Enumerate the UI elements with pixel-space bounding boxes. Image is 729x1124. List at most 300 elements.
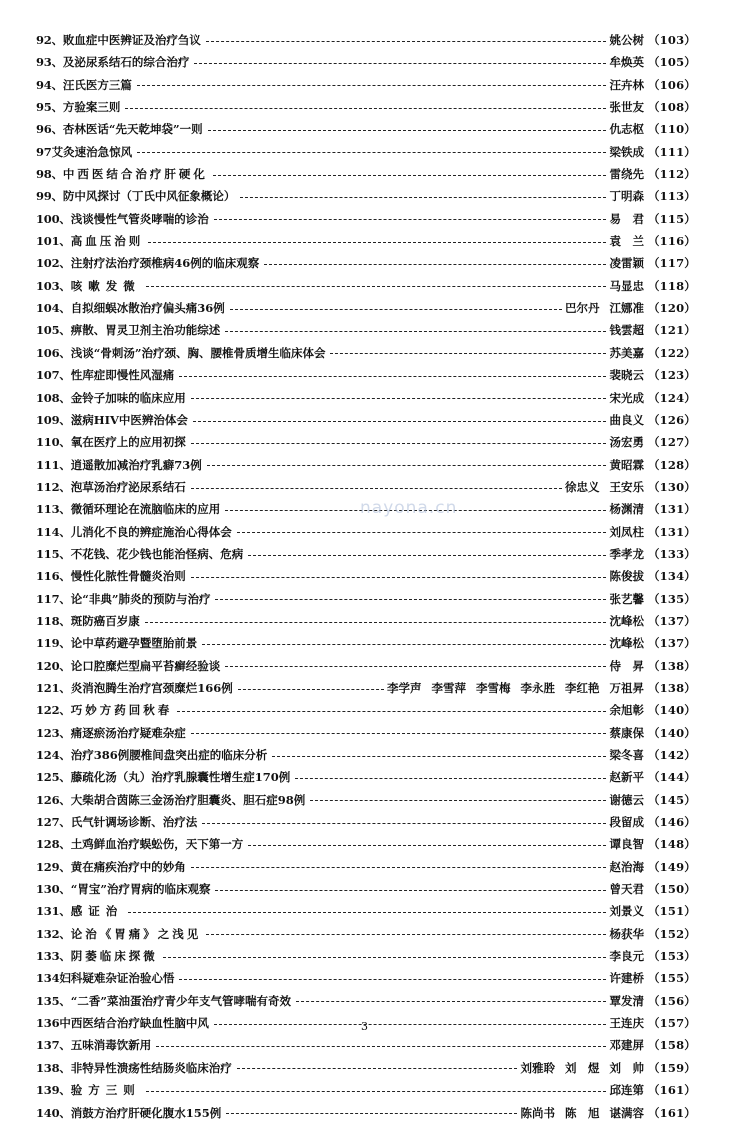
toc-entry <box>36 543 696 565</box>
entry-page-ref: （131） <box>647 524 696 539</box>
entry-page-ref: （111） <box>647 144 696 159</box>
entry-page-ref: （105） <box>647 55 696 70</box>
entry-title: 浅谈慢性气管炎哮喘的诊治 <box>70 211 209 226</box>
entry-authors <box>609 51 644 73</box>
entry-number: 112、 <box>36 479 71 494</box>
entry-page-ref: （149） <box>647 859 696 874</box>
entry-number: 101、 <box>36 234 71 249</box>
toc-entry <box>36 29 696 51</box>
dot-leader <box>248 555 606 556</box>
dot-leader <box>237 1068 518 1069</box>
dot-leader <box>330 353 606 354</box>
entry-authors <box>520 1102 644 1124</box>
toc-entry <box>36 945 696 967</box>
toc-entry <box>36 1057 696 1079</box>
entry-number: 108、 <box>36 390 71 405</box>
entry-number: 98、 <box>36 167 63 182</box>
toc-entry <box>36 1034 696 1056</box>
entry-title: 浅谈“骨刺汤”治疗颈、胸、腰椎骨质增生临床体会 <box>70 345 326 360</box>
entry-page-ref: （140） <box>647 703 696 718</box>
author-name: 谭良智 <box>609 837 644 852</box>
author-name: 许建桥 <box>609 971 644 986</box>
dot-leader <box>225 331 606 332</box>
author-name: 李红艳 <box>564 680 600 695</box>
toc-entry <box>36 655 696 677</box>
author-name: 段留成 <box>609 815 644 830</box>
author-name: 李学声 <box>386 680 422 695</box>
author-name: 雷绕先 <box>609 167 644 182</box>
toc-entry <box>36 1102 696 1124</box>
entry-authors <box>609 856 644 878</box>
author-name: 丁明森 <box>609 189 644 204</box>
toc-entry <box>36 789 696 811</box>
entry-title: 性库症即慢性风湿痛 <box>70 368 175 383</box>
entry-title: 黄在痛疾治疗中的妙角 <box>70 859 186 874</box>
entry-page-ref: （112） <box>647 167 696 182</box>
entry-authors <box>609 364 644 386</box>
dot-leader <box>137 85 607 86</box>
author-name: 梁铁成 <box>609 144 644 159</box>
entry-authors <box>609 722 644 744</box>
entry-authors <box>609 454 644 476</box>
entry-number: 136 <box>36 1016 60 1031</box>
author-name: 余旭彰 <box>609 703 644 718</box>
author-name: 陈尚书 <box>520 1105 555 1120</box>
entry-authors <box>609 185 644 207</box>
entry-authors <box>609 1034 644 1056</box>
entry-number: 138、 <box>36 1060 71 1075</box>
toc-entry <box>36 476 696 498</box>
toc-entry <box>36 163 696 185</box>
author-name: 汤宏勇 <box>609 435 644 450</box>
dot-leader <box>238 689 384 690</box>
dot-leader <box>194 63 606 64</box>
entry-authors <box>609 29 644 51</box>
dot-leader <box>137 152 606 153</box>
entry-authors <box>609 208 644 230</box>
author-name: 姚公树 <box>609 33 644 47</box>
dot-leader <box>177 711 606 712</box>
entry-authors <box>609 610 644 632</box>
author-name: 王连庆 <box>609 1016 644 1031</box>
entry-page-ref: （131） <box>647 502 696 517</box>
entry-page-ref: （130） <box>647 479 696 494</box>
author-name: 刘凤柱 <box>609 524 644 539</box>
dot-leader <box>240 197 606 198</box>
toc-entry <box>36 141 696 163</box>
entry-page-ref: （144） <box>647 770 696 785</box>
author-name: 蔡康保 <box>609 725 644 740</box>
entry-title: 验方三则 <box>70 1083 141 1098</box>
entry-title: 斑防癌百岁康 <box>70 613 140 628</box>
dot-leader <box>145 622 607 623</box>
entry-number: 116、 <box>36 569 71 584</box>
entry-title: “胃宝”治疗胃病的临床观察 <box>70 882 211 897</box>
entry-number: 125、 <box>36 770 71 785</box>
toc-entry <box>36 744 696 766</box>
toc-entry <box>36 1079 696 1101</box>
entry-title: 五味消毒饮新用 <box>70 1038 152 1053</box>
author-name: 刘 帅 <box>609 1060 644 1075</box>
author-name: 赵治海 <box>609 859 644 874</box>
entry-number: 117、 <box>36 591 71 606</box>
entry-title: 论“非典”肺炎的预防与治疗 <box>70 591 211 606</box>
toc-entry <box>36 588 696 610</box>
entry-title: 感证治 <box>70 904 124 919</box>
entry-title: 治疗386例腰椎间盘突出症的临床分析 <box>70 748 268 762</box>
dot-leader <box>179 979 606 980</box>
entry-authors <box>520 1057 644 1079</box>
author-name: 万祖昇 <box>609 680 644 695</box>
entry-authors <box>609 565 644 587</box>
author-name: 钱雲超 <box>609 323 644 338</box>
entry-authors <box>609 543 644 565</box>
toc-entry <box>36 208 696 230</box>
entry-number: 114、 <box>36 524 71 539</box>
entry-authors <box>609 789 644 811</box>
entry-number: 104、 <box>36 301 71 316</box>
entry-page-ref: （121） <box>647 323 696 338</box>
entry-authors <box>609 118 644 140</box>
entry-number: 111、 <box>36 457 71 472</box>
entry-authors <box>609 342 644 364</box>
toc-entry <box>36 409 696 431</box>
dot-leader <box>191 443 607 444</box>
dot-leader <box>146 1091 607 1092</box>
entry-authors <box>387 677 644 699</box>
author-name: 张艺馨 <box>609 591 644 606</box>
entry-title: 炎消泡腾生治疗宫颈糜烂166例 <box>70 680 233 695</box>
dot-leader <box>156 1046 606 1047</box>
toc-entry <box>36 900 696 922</box>
entry-page-ref: （161） <box>647 1083 696 1098</box>
author-name: 苏美嘉 <box>609 345 644 360</box>
author-name: 刘 煜 <box>564 1060 600 1075</box>
entry-authors <box>609 632 644 654</box>
toc-entry <box>36 431 696 453</box>
entry-title: 中西医结合治疗肝硬化 <box>62 167 208 182</box>
entry-title: 金铃子加味的临床应用 <box>70 390 186 405</box>
entry-page-ref: （128） <box>647 457 696 472</box>
toc-entry <box>36 990 696 1012</box>
entry-authors <box>609 387 644 409</box>
toc-entry <box>36 275 696 297</box>
entry-page-ref: （148） <box>647 837 696 852</box>
dot-leader <box>264 264 606 265</box>
author-name: 曲良义 <box>609 412 644 427</box>
entry-page-ref: （157） <box>647 1016 696 1031</box>
author-name: 宋光成 <box>609 390 644 405</box>
entry-authors <box>609 766 644 788</box>
author-name: 侍 昇 <box>609 658 644 673</box>
dot-leader <box>237 532 607 533</box>
dot-leader <box>191 577 607 578</box>
entry-page-ref: （151） <box>647 904 696 919</box>
entry-number: 140、 <box>36 1105 71 1120</box>
entry-page-ref: （137） <box>647 636 696 651</box>
entry-page-ref: （103） <box>647 33 696 47</box>
toc-entry <box>36 297 696 319</box>
entry-authors <box>609 945 644 967</box>
entry-authors <box>609 521 644 543</box>
author-name: 易 君 <box>609 211 644 226</box>
toc-entry <box>36 230 696 252</box>
entry-title: 汪氏医方三篇 <box>62 77 132 92</box>
entry-title: 妇科疑难杂证治验心悟 <box>59 971 175 986</box>
entry-number: 100、 <box>36 211 71 226</box>
entry-page-ref: （161） <box>647 1105 696 1120</box>
dot-leader <box>191 867 607 868</box>
author-name: 仇志枢 <box>609 122 644 137</box>
entry-page-ref: （113） <box>647 189 696 204</box>
entry-authors <box>609 163 644 185</box>
entry-page-ref: （133） <box>647 546 696 561</box>
entry-page-ref: （126） <box>647 412 696 427</box>
dot-leader <box>191 733 607 734</box>
dot-leader <box>226 1113 517 1114</box>
entry-authors <box>609 409 644 431</box>
entry-page-ref: （153） <box>647 949 696 964</box>
entry-title: 论中草药避孕暨堕胎前景 <box>70 636 198 651</box>
entry-title: 自拟细蜈冰散治疗偏头痛36例 <box>70 301 225 316</box>
entry-authors <box>609 275 644 297</box>
toc-entry <box>36 923 696 945</box>
entry-title: 败血症中医辨证及治疗刍议 <box>62 33 201 47</box>
entry-authors <box>609 96 644 118</box>
toc-entry <box>36 96 696 118</box>
author-name: 杨渊清 <box>609 502 644 517</box>
entry-page-ref: （120） <box>647 301 696 316</box>
author-name: 谌满容 <box>609 1105 644 1120</box>
entry-authors <box>565 476 644 498</box>
author-name: 陈 旭 <box>564 1105 600 1120</box>
entry-authors <box>609 811 644 833</box>
dot-leader <box>125 108 606 109</box>
toc-entry <box>36 74 696 96</box>
toc-entry <box>36 454 696 476</box>
entry-number: 130、 <box>36 882 71 897</box>
author-name: 马显忠 <box>609 278 644 293</box>
toc-entry <box>36 342 696 364</box>
entry-authors <box>609 900 644 922</box>
entry-title: 滋病HIV中医辨治体会 <box>70 412 188 427</box>
entry-page-ref: （110） <box>647 122 696 137</box>
entry-number: 97 <box>36 144 52 159</box>
entry-page-ref: （127） <box>647 435 696 450</box>
entry-number: 123、 <box>36 725 71 740</box>
dot-leader <box>202 823 606 824</box>
entry-authors <box>609 431 644 453</box>
entry-number: 119、 <box>36 636 71 651</box>
toc-entry <box>36 632 696 654</box>
dot-leader <box>163 957 607 958</box>
entry-authors <box>609 498 644 520</box>
author-name: 刘景义 <box>609 904 644 919</box>
toc-entry <box>36 185 696 207</box>
entry-number: 118、 <box>36 613 71 628</box>
entry-page-ref: （158） <box>647 1038 696 1053</box>
toc-entry <box>36 521 696 543</box>
entry-page-ref: （137） <box>647 613 696 628</box>
entry-page-ref: （134） <box>647 569 696 584</box>
author-name: 袁 兰 <box>609 234 644 249</box>
author-name: 江娜准 <box>609 301 644 316</box>
entry-number: 107、 <box>36 368 71 383</box>
watermark: nayona.cn <box>360 498 458 518</box>
entry-page-ref: （159） <box>647 1060 696 1075</box>
entry-page-ref: （155） <box>647 971 696 986</box>
entry-number: 113、 <box>36 502 71 517</box>
entry-number: 133、 <box>36 949 71 964</box>
entry-page-ref: （118） <box>647 278 696 293</box>
dot-leader <box>148 242 606 243</box>
toc-entry <box>36 364 696 386</box>
entry-title: 杏林医话“先天乾坤袋”一则 <box>62 122 203 137</box>
author-name: 邱连第 <box>609 1083 644 1098</box>
entry-title: 泡草汤治疗泌尿系结石 <box>70 479 186 494</box>
entry-number: 131、 <box>36 904 71 919</box>
toc-entry <box>36 766 696 788</box>
dot-leader <box>225 666 606 667</box>
toc-entry <box>36 387 696 409</box>
toc-entry <box>36 967 696 989</box>
dot-leader <box>202 644 606 645</box>
dot-leader <box>295 778 606 779</box>
dot-leader <box>191 398 607 399</box>
entry-number: 103、 <box>36 278 71 293</box>
dot-leader <box>213 175 607 176</box>
entry-number: 105、 <box>36 323 71 338</box>
entry-title: 中西医结合治疗缺血性脑中风 <box>59 1016 209 1031</box>
toc-entry <box>36 51 696 73</box>
author-name: 凌雷颖 <box>609 256 644 271</box>
entry-number: 96、 <box>36 122 63 137</box>
entry-title: 论口腔糜烂型扁平苔癣经验谈 <box>70 658 221 673</box>
entry-page-ref: （106） <box>647 77 696 92</box>
entry-authors <box>609 923 644 945</box>
entry-title: “二香”菜油蛋治疗青少年支气管哮喘有奇效 <box>70 993 291 1008</box>
toc-entry <box>36 722 696 744</box>
entry-authors <box>609 230 644 252</box>
toc-entry <box>36 856 696 878</box>
author-name: 覃发清 <box>609 993 644 1008</box>
entry-number: 122、 <box>36 703 71 718</box>
entry-number: 102、 <box>36 256 71 271</box>
entry-page-ref: （123） <box>647 368 696 383</box>
entry-title: 高血压治则 <box>70 234 144 249</box>
entry-number: 94、 <box>36 77 63 92</box>
entry-authors <box>609 744 644 766</box>
entry-authors <box>609 878 644 900</box>
entry-title: 慢性化脓性骨髓炎治则 <box>70 569 186 584</box>
dot-leader <box>208 130 607 131</box>
dot-leader <box>207 465 607 466</box>
entry-title: 注射疗法治疗颈椎病46例的临床观察 <box>70 256 260 271</box>
table-of-contents <box>36 29 696 1124</box>
entry-page-ref: （142） <box>647 748 696 762</box>
entry-authors <box>609 699 644 721</box>
author-name: 陈俊拔 <box>609 569 644 584</box>
entry-title: 大柴胡合茵陈三金汤治疗胆囊炎、胆石症98例 <box>70 792 306 807</box>
author-name: 沈峰松 <box>609 613 644 628</box>
entry-page-ref: （115） <box>647 211 696 226</box>
entry-authors <box>609 588 644 610</box>
entry-page-ref: （145） <box>647 792 696 807</box>
dot-leader <box>215 890 606 891</box>
author-name: 黄昭霖 <box>609 457 644 472</box>
toc-entry <box>36 833 696 855</box>
entry-title: 微循环理论在流脑临床的应用 <box>70 502 221 517</box>
dot-leader <box>214 219 607 220</box>
author-name: 赵新平 <box>609 770 644 785</box>
toc-entry <box>36 118 696 140</box>
entry-title: 藤疏化汤（丸）治疗乳腺囊性增生症170例 <box>70 770 291 785</box>
entry-authors <box>609 990 644 1012</box>
entry-number: 110、 <box>36 435 71 450</box>
entry-number: 124、 <box>36 748 71 762</box>
toc-entry <box>36 677 696 699</box>
author-name: 谢德云 <box>609 792 644 807</box>
dot-leader <box>206 934 606 935</box>
toc-entry <box>36 610 696 632</box>
entry-number: 121、 <box>36 680 71 695</box>
author-name: 曾天君 <box>609 882 644 897</box>
entry-authors <box>609 655 644 677</box>
entry-page-ref: （108） <box>647 100 696 115</box>
author-name: 徐忠义 <box>564 479 600 494</box>
entry-number: 95、 <box>36 100 63 115</box>
entry-number: 120、 <box>36 658 71 673</box>
entry-title: 消鼓方治疗肝硬化腹水155例 <box>70 1105 222 1120</box>
author-name: 沈峰松 <box>609 636 644 651</box>
author-name: 牟焕英 <box>609 55 644 70</box>
author-name: 李良元 <box>609 949 644 964</box>
entry-authors <box>565 297 644 319</box>
entry-number: 128、 <box>36 837 71 852</box>
entry-title: 方验案三则 <box>62 100 121 115</box>
entry-title: 氧在医疗上的应用初探 <box>70 435 186 450</box>
toc-entry <box>36 811 696 833</box>
entry-number: 132、 <box>36 926 71 941</box>
dot-leader <box>296 1001 607 1002</box>
entry-authors <box>609 74 644 96</box>
entry-number: 106、 <box>36 345 71 360</box>
entry-title: 巧妙方药回秋春 <box>70 703 173 718</box>
entry-number: 139、 <box>36 1083 71 1098</box>
author-name: 李雪梅 <box>475 680 511 695</box>
entry-title: 不花钱、花少钱也能治怪病、危病 <box>70 546 244 561</box>
entry-title: 防中风探讨（丁氏中风征象概论） <box>62 189 236 204</box>
dot-leader <box>272 756 606 757</box>
author-name: 邓建屏 <box>609 1038 644 1053</box>
entry-title: 咳嗽发微 <box>70 278 141 293</box>
entry-page-ref: （135） <box>647 591 696 606</box>
entry-title: 土鸡鲜血治疗蜈蚣伤，天下第一方 <box>70 837 244 852</box>
entry-title: 痹散、胃灵卫剂主治功能综述 <box>70 323 221 338</box>
entry-page-ref: （116） <box>647 234 696 249</box>
entry-authors <box>609 141 644 163</box>
toc-entry <box>36 319 696 341</box>
dot-leader <box>248 845 606 846</box>
entry-title: 氏气针调场诊断、治疗法 <box>70 815 198 830</box>
entry-number: 109、 <box>36 412 71 427</box>
entry-page-ref: （124） <box>647 390 696 405</box>
author-name: 裴晓云 <box>609 368 644 383</box>
entry-number: 134 <box>36 971 60 986</box>
toc-entry <box>36 252 696 274</box>
author-name: 汪卉林 <box>609 77 644 92</box>
author-name: 巴尔丹 <box>564 301 600 316</box>
